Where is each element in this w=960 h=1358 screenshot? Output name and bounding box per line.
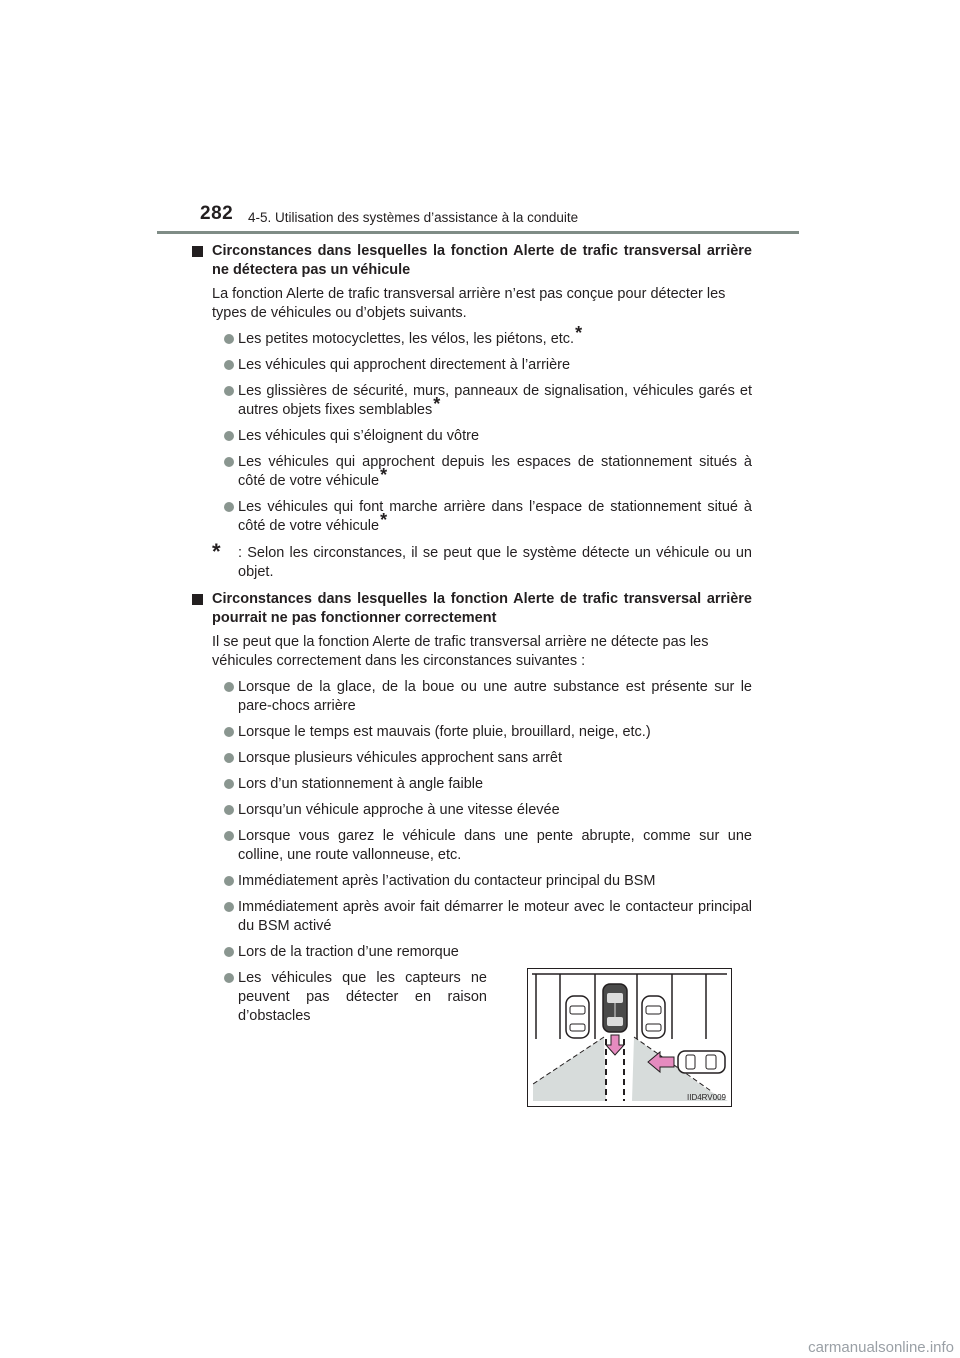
bullet-dot-icon: [224, 947, 234, 957]
page-number: 282: [200, 203, 234, 224]
list-item: [192, 323, 752, 349]
list-item-text: Lorsqu’un véhicule approche à une vitesse élevée: [238, 802, 560, 818]
list-item-text: Lorsque de la glace, de la boue ou une autre substance est présente sur le pare-chocs arrière: [238, 679, 752, 714]
section-intro: La fonction Alerte de trafic transversal arrière n’est pas conçue pour détecter les types de véhicules ou d’objets suivants.: [212, 286, 726, 321]
bullet-dot-icon: [224, 360, 234, 370]
asterisk-marker: *: [575, 323, 583, 343]
figure-code: IID4RV009: [687, 1093, 726, 1102]
footnote: [192, 539, 752, 582]
list-item: [192, 678, 752, 716]
section-intro: Il se peut que la fonction Alerte de trafic transversal arrière ne détecte pas les véhicules correctement dans les circonstances suivantes :: [212, 634, 709, 669]
section-heading-text: Circonstances dans lesquelles la fonction Alerte de trafic transversal arrière ne détectera pas un véhicule: [212, 243, 752, 278]
parking-diagram: [528, 969, 731, 1106]
section-heading: [192, 590, 752, 628]
bullet-dot-icon: [224, 753, 234, 763]
square-bullet-icon: [192, 594, 203, 605]
list-item-text: Lorsque vous garez le véhicule dans une pente abrupte, comme sur une colline, une route vallonneuse, etc.: [238, 828, 752, 863]
bullet-dot-icon: [224, 973, 234, 983]
chapter-title: 4-5. Utilisation des systèmes d’assistance à la conduite: [248, 210, 579, 225]
page-content: [192, 242, 752, 1026]
list-item-text: Les véhicules qui approchent directement à l’arrière: [238, 357, 571, 373]
list-item: [192, 943, 752, 962]
square-bullet-icon: [192, 246, 203, 257]
list-item-text: Les véhicules qui font marche arrière dans l’espace de stationnement situé à côté de votre véhicule: [238, 499, 752, 534]
asterisk-marker: *: [433, 394, 441, 414]
list-item: [192, 898, 752, 936]
footnote-text: : Selon les circonstances, il se peut que le système détecte un véhicule ou un objet.: [238, 545, 752, 580]
bullet-dot-icon: [224, 502, 234, 512]
list-item: [192, 827, 752, 865]
list-item: [192, 382, 752, 420]
bullet-dot-icon: [224, 334, 234, 344]
parking-illustration: [527, 968, 732, 1107]
approaching-car-icon: [678, 1051, 725, 1073]
detection-zone-left: [533, 1037, 606, 1101]
header-rule: [157, 231, 799, 234]
parked-car-icon: [642, 996, 665, 1038]
list-item: [192, 723, 752, 742]
bullet-list: [192, 323, 752, 536]
section-heading: [192, 242, 752, 280]
list-item: [192, 775, 752, 794]
list-item: [192, 498, 752, 536]
list-item-text: Les véhicules que les capteurs ne peuvent pas détecter en raison d’obstacles: [238, 970, 487, 1024]
bullet-dot-icon: [224, 831, 234, 841]
list-item-text: Lorsque plusieurs véhicules approchent sans arrêt: [238, 750, 563, 766]
list-item-text: Immédiatement après avoir fait démarrer le moteur avec le contacteur principal du BSM activé: [238, 899, 752, 934]
bullet-dot-icon: [224, 386, 234, 396]
own-car-icon: [603, 984, 627, 1032]
list-item-text: Les glissières de sécurité, murs, panneaux de signalisation, véhicules garés et autres objets fixes semblables: [238, 383, 752, 418]
list-item: [192, 356, 752, 375]
list-item-text: Les véhicules qui s’éloignent du vôtre: [238, 428, 480, 444]
list-item-text: Les petites motocyclettes, les vélos, les piétons, etc.: [238, 331, 575, 347]
bullet-dot-icon: [224, 779, 234, 789]
footnote-asterisk: *: [212, 539, 221, 564]
bullet-dot-icon: [224, 876, 234, 886]
list-item-text: Les véhicules qui approchent depuis les espaces de stationnement situés à côté de votre véhicule: [238, 454, 752, 489]
bullet-dot-icon: [224, 727, 234, 737]
watermark: carmanualsonline.info: [808, 1339, 954, 1356]
list-item: [192, 872, 752, 891]
section-heading-text: Circonstances dans lesquelles la fonction Alerte de trafic transversal arrière pourrait ne pas fonctionner correctement: [212, 591, 752, 626]
list-item-text: Lors d’un stationnement à angle faible: [238, 776, 484, 792]
asterisk-marker: *: [380, 510, 388, 530]
list-item: [192, 427, 752, 446]
bullet-dot-icon: [224, 431, 234, 441]
bullet-dot-icon: [224, 805, 234, 815]
list-item: [192, 801, 752, 820]
list-item-text: Immédiatement après l’activation du contacteur principal du BSM: [238, 873, 656, 889]
list-item-text: Lorsque le temps est mauvais (forte pluie, brouillard, neige, etc.): [238, 724, 651, 740]
bullet-dot-icon: [224, 682, 234, 692]
bullet-dot-icon: [224, 457, 234, 467]
asterisk-marker: *: [380, 465, 388, 485]
parked-car-icon: [566, 996, 589, 1038]
list-item: [192, 749, 752, 768]
list-item: [192, 453, 752, 491]
reverse-arrow-icon: [606, 1035, 624, 1055]
bullet-dot-icon: [224, 902, 234, 912]
list-item-text: Lors de la traction d’une remorque: [238, 944, 459, 960]
